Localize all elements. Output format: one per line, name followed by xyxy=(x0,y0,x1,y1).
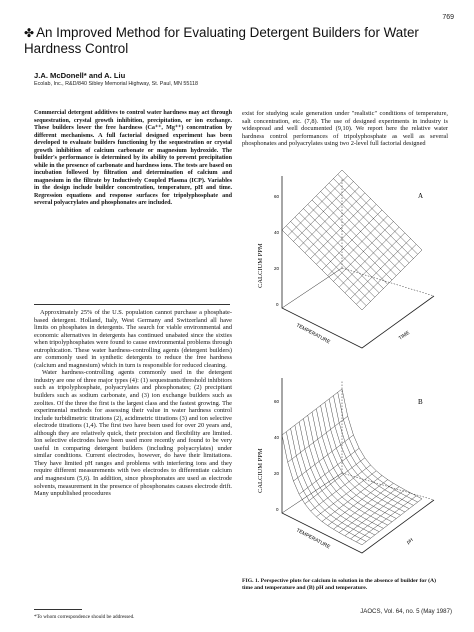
body-paragraph: Approximately 25% of the U.S. population cannot purchase a phosphate-based detergent. Holland, Italy, West Germany and Switzerland all have limits on phosphates in detergents. The search for viable environmental and economic alternatives in detergents has continued unabated since the sixties when tripolyphosphates were found to cause environmental problems through eutrophication. These water hardness-controlling agents (detergent builders) are commonly used in synthetic detergents to reduce the free hardness (calcium and magnesium) which in turn is responsible for reduced cleaning. xyxy=(34,309,232,369)
body-column-right: exist for studying scale generation under "realistic" conditions of temperature, salt concentration, etc. (7,8). The use of designed experiments in industry is widespread and well documented (9,10). We report here the relative water hardness control performances of tripolyphosphate as well as several phosphonates and polyacrylates using two 2-level full factorial designed xyxy=(242,110,448,148)
surface-mesh-a xyxy=(282,170,422,310)
z-tick: 0 xyxy=(276,302,279,307)
figure-1-svg xyxy=(242,168,448,568)
panel-b xyxy=(257,378,434,553)
z-tick: 0 xyxy=(276,507,279,512)
panel-a-label: A xyxy=(418,192,424,200)
z-tick: 40 xyxy=(274,435,280,440)
y-axis-label-a: TEMPERATURE xyxy=(295,322,331,346)
z-axis-label-a: CALCIUM PPM xyxy=(257,243,264,288)
mesh-line xyxy=(322,476,382,522)
z-tick: 20 xyxy=(274,266,280,271)
footnote-divider xyxy=(34,609,82,610)
mesh-line xyxy=(333,396,413,506)
authors: J.A. McDonell* and A. Liu xyxy=(34,71,126,80)
mesh-line xyxy=(351,493,411,539)
mesh-line xyxy=(338,392,418,502)
journal-footer: JAOCS, Vol. 64, no. 5 (May 1987) xyxy=(360,608,452,615)
mesh-line xyxy=(329,399,409,509)
surface-mesh-b xyxy=(282,389,422,545)
abstract: Commercial detergent additives to control water hardness may act through sequestration, crystal growth inhibition, precipitation, or ion exchange. These builders lower the free hardness (Ca⁺⁺, Mg⁺⁺) concentration by different mechanisms. A full factorial designed experiment has been developed to evaluate builders functioning by the sequestration or crystal growth inhibition of calcium carbonate or magnesium hydroxide. The builder's performance is determined by its ability to prevent precipitation while in the presence of carbonate and hardness ions. The tests are based on incubation followed by filtration and determination of calcium and magnesium in the filtrate by Inductively Coupled Plasma (ICP). Variables in the design include builder concentration, temperature, pH and time. Regression equations and response surfaces for tripolyphosphate and several polyacrylates and phosphonates are included. xyxy=(34,110,232,206)
y-axis-label-b: TEMPERATURE xyxy=(295,527,331,551)
mesh-line xyxy=(321,405,401,515)
mesh-line xyxy=(328,480,388,526)
affiliation: Ecolab, Inc., R&D/840 Sibley Memorial Highway, St. Paul, MN 55118 xyxy=(34,81,198,87)
title-text: An Improved Method for Evaluating Detergent Builders for Water Hardness Control xyxy=(24,25,419,56)
mesh-line xyxy=(312,412,392,522)
z-tick: 40 xyxy=(274,230,280,235)
figure-1 xyxy=(242,168,448,568)
z-tick: 60 xyxy=(274,399,280,404)
z-tick: 60 xyxy=(274,194,280,199)
mesh-line xyxy=(282,389,342,435)
abstract-divider xyxy=(34,304,230,305)
mesh-line xyxy=(316,409,396,519)
x-axis-label-b: pH xyxy=(405,537,415,546)
panel-a xyxy=(257,170,434,348)
body-paragraph: Water hardness-controlling agents commonly used in the detergent industry are one of three major types (4): (1) sequestrants/threshold inhibitors such as tripolyphosphate, polyacrylates and phosphonates; (2) precipitant builders such as sodium carbonate, and (3) ion exchange builders such as zeolites. Of the three the first is the largest class and the fastest growing. The experimental methods for assessing their value in water hardness control include turbidimetric titrations (2), acidimetric titrations (3) and ion selective electrode titrations (1,4). The first two have been used for over 20 years and, although they are relatively quick, their precision and flexibility are limited. Ion selective electrodes have been used more recently and found to be very useful in comparing detergent builders (including polyacrylates) under similar conditions. Current electrodes, however, do have their limitations. They have limited pH ranges and problems with interfering ions and they require different measurements with two electrodes to differentiate calcium and magnesium (5,6). In addition, since phosphonates are used as electrode solvents, measurement in the presence of phosphonates causes electrode drift. Many unpublished procedures xyxy=(34,369,232,498)
page-number: 769 xyxy=(442,14,454,21)
x-axis-label-a: TIME xyxy=(397,329,412,342)
body-column-left xyxy=(34,309,232,498)
panel-b-label: B xyxy=(418,398,423,406)
mesh-line xyxy=(299,448,359,494)
title-ornament-icon: ✤ xyxy=(24,26,35,40)
z-tick: 20 xyxy=(274,471,280,476)
mesh-line xyxy=(325,402,405,512)
z-axis-label-b: CALCIUM PPM xyxy=(257,448,264,493)
article-title xyxy=(24,25,444,57)
footnote: *To whom correspondence should be addressed. xyxy=(34,614,135,620)
mesh-line xyxy=(342,389,422,499)
figure-caption: FIG. 1. Perspective plots for calcium in solution in the absence of builder for (A) time and temperature and (B) pH and temperature. xyxy=(242,578,436,591)
